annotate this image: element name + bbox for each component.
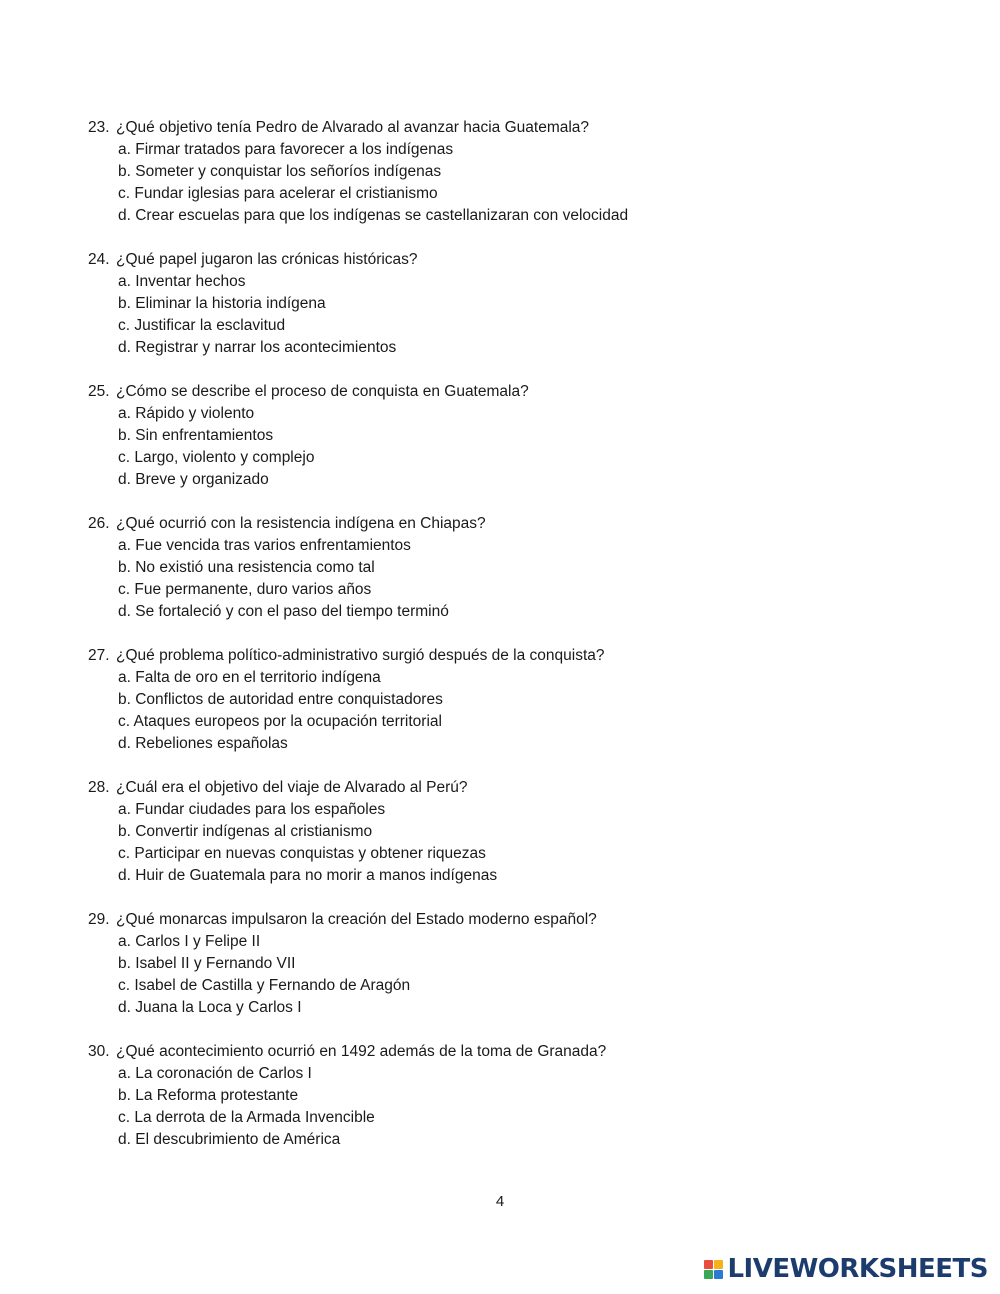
answer-option[interactable]: d. Registrar y narrar los acontecimientos bbox=[118, 339, 397, 356]
answer-option[interactable]: b. Eliminar la historia indígena bbox=[118, 295, 326, 312]
answer-option[interactable]: c. Fue permanente, duro varios años bbox=[118, 581, 372, 598]
answer-option[interactable]: a. Falta de oro en el territorio indígena bbox=[118, 669, 381, 686]
answer-option[interactable]: b. Someter y conquistar los señoríos indígenas bbox=[118, 163, 442, 180]
answer-option[interactable]: b. Isabel II y Fernando VII bbox=[118, 955, 296, 972]
answer-option[interactable]: a. Firmar tratados para favorecer a los indígenas bbox=[118, 141, 454, 158]
answer-option[interactable]: b. Convertir indígenas al cristianismo bbox=[118, 823, 373, 840]
question-number: 29. bbox=[88, 911, 110, 928]
question-24 bbox=[88, 249, 968, 359]
question-number: 27. bbox=[88, 647, 110, 664]
answer-option[interactable]: a. Fundar ciudades para los españoles bbox=[118, 801, 386, 818]
question-prompt: ¿Qué objetivo tenía Pedro de Alvarado al avanzar hacia Guatemala? bbox=[116, 119, 590, 136]
answer-option[interactable]: b. Conflictos de autoridad entre conquistadores bbox=[118, 691, 443, 708]
question-number: 23. bbox=[88, 119, 110, 136]
liveworksheets-logo[interactable] bbox=[704, 1254, 988, 1284]
question-prompt: ¿Cómo se describe el proceso de conquista en Guatemala? bbox=[116, 383, 529, 400]
question-text bbox=[88, 645, 968, 667]
logo-tile bbox=[714, 1270, 723, 1279]
question-text bbox=[88, 249, 968, 271]
answer-option[interactable]: b. Sin enfrentamientos bbox=[118, 427, 274, 444]
question-prompt: ¿Qué acontecimiento ocurrió en 1492 además de la toma de Granada? bbox=[116, 1043, 607, 1060]
question-list bbox=[88, 117, 968, 1173]
question-number: 28. bbox=[88, 779, 110, 796]
question-text bbox=[88, 1041, 968, 1063]
question-30 bbox=[88, 1041, 968, 1151]
answer-option[interactable]: c. Participar en nuevas conquistas y obtener riquezas bbox=[118, 845, 486, 862]
answer-option[interactable]: a. Rápido y violento bbox=[118, 405, 255, 422]
question-27 bbox=[88, 645, 968, 755]
question-prompt: ¿Qué ocurrió con la resistencia indígena en Chiapas? bbox=[116, 515, 486, 532]
answer-option[interactable]: d. Se fortaleció y con el paso del tiempo terminó bbox=[118, 603, 449, 620]
answer-option[interactable]: c. Largo, violento y complejo bbox=[118, 449, 315, 466]
question-25 bbox=[88, 381, 968, 491]
question-23 bbox=[88, 117, 968, 227]
answer-option[interactable]: a. Inventar hechos bbox=[118, 273, 246, 290]
question-text bbox=[88, 513, 968, 535]
question-text bbox=[88, 117, 968, 139]
question-28 bbox=[88, 777, 968, 887]
answer-option[interactable]: c. Fundar iglesias para acelerar el cristianismo bbox=[118, 185, 438, 202]
question-prompt: ¿Cuál era el objetivo del viaje de Alvarado al Perú? bbox=[116, 779, 468, 796]
answer-option[interactable]: d. Breve y organizado bbox=[118, 471, 269, 488]
question-number: 30. bbox=[88, 1043, 110, 1060]
answer-option[interactable]: c. Isabel de Castilla y Fernando de Aragón bbox=[118, 977, 411, 994]
question-prompt: ¿Qué monarcas impulsaron la creación del Estado moderno español? bbox=[116, 911, 597, 928]
question-prompt: ¿Qué problema político-administrativo surgió después de la conquista? bbox=[116, 647, 605, 664]
answer-option[interactable]: c. Ataques europeos por la ocupación territorial bbox=[118, 713, 442, 730]
logo-tile bbox=[714, 1260, 723, 1269]
question-text bbox=[88, 909, 968, 931]
answer-option[interactable]: a. La coronación de Carlos I bbox=[118, 1065, 312, 1082]
brand-name: LIVEWORKSHEETS bbox=[727, 1254, 988, 1284]
answer-option[interactable]: d. Huir de Guatemala para no morir a manos indígenas bbox=[118, 867, 498, 884]
answer-option[interactable]: b. La Reforma protestante bbox=[118, 1087, 299, 1104]
answer-option[interactable]: b. No existió una resistencia como tal bbox=[118, 559, 375, 576]
question-number: 26. bbox=[88, 515, 110, 532]
liveworksheets-logo-icon bbox=[704, 1260, 723, 1279]
question-number: 25. bbox=[88, 383, 110, 400]
logo-tile bbox=[704, 1270, 713, 1279]
question-prompt: ¿Qué papel jugaron las crónicas históricas? bbox=[116, 251, 418, 268]
question-29 bbox=[88, 909, 968, 1019]
answer-option[interactable]: d. Juana la Loca y Carlos I bbox=[118, 999, 302, 1016]
page-number: 4 bbox=[495, 1193, 505, 1210]
answer-option[interactable]: c. Justificar la esclavitud bbox=[118, 317, 286, 334]
answer-option[interactable]: a. Carlos I y Felipe II bbox=[118, 933, 261, 950]
question-number: 24. bbox=[88, 251, 110, 268]
answer-option[interactable]: a. Fue vencida tras varios enfrentamientos bbox=[118, 537, 411, 554]
question-text bbox=[88, 777, 968, 799]
answer-option[interactable]: d. El descubrimiento de América bbox=[118, 1131, 341, 1148]
answer-option[interactable]: c. La derrota de la Armada Invencible bbox=[118, 1109, 375, 1126]
question-26 bbox=[88, 513, 968, 623]
answer-option[interactable]: d. Crear escuelas para que los indígenas se castellanizaran con velocidad bbox=[118, 207, 629, 224]
answer-option[interactable]: d. Rebeliones españolas bbox=[118, 735, 288, 752]
question-text bbox=[88, 381, 968, 403]
logo-tile bbox=[704, 1260, 713, 1269]
